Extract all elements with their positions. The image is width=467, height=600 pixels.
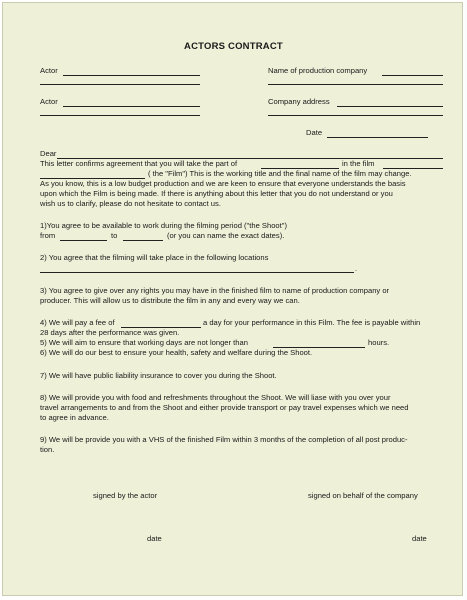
clause-4a1: 4) We will pay a fee of [40, 318, 115, 327]
letter-line-2: ( the "Film") This is the working title and the final name of the film may change. [148, 169, 412, 178]
actor-line-1[interactable] [63, 75, 200, 76]
clause-9b: tion. [40, 445, 55, 454]
company-address-label: Company address [268, 97, 330, 106]
clause-8c: to agree in advance. [40, 413, 109, 422]
actor-label-2: Actor [40, 97, 58, 106]
actor-line-2b[interactable] [40, 115, 200, 116]
company-address-line[interactable] [337, 106, 443, 107]
salutation: Dear [40, 149, 57, 158]
actor-label-1: Actor [40, 66, 58, 75]
clause-1-note: (or you can name the exact dates). [167, 231, 285, 240]
letter-line-1a: This letter confirms agreement that you will take the part of [40, 159, 238, 168]
date-label: Date [306, 128, 323, 137]
clause-4b: 28 days after the performance was given. [40, 328, 180, 337]
clause-8a: 8) We will provide you with food and refreshments throughout the Shoot. We will liase with you over your [40, 393, 391, 402]
clause-9a: 9) We will be provide you with a VHS of the finished Film within 3 months of the completion of all post produc- [40, 435, 408, 444]
letter-line-1b: in the film [342, 159, 375, 168]
company-date-label: date [412, 534, 427, 543]
letter-line-3: As you know, this is a low budget production and we are keen to ensure that everyone understands the basis [40, 179, 406, 188]
signed-by-actor-label: signed by the actor [93, 491, 158, 500]
clause-3b: producer. This will allow us to distribute the film in any and every way we can. [40, 296, 300, 305]
contract-page [2, 2, 463, 596]
clause-5a: 5) We will aim to ensure that working days are not longer than [40, 338, 248, 347]
actor-line-2[interactable] [63, 106, 200, 107]
clause-6: 6) We will do our best to ensure your health, safety and welfare during the Shoot. [40, 348, 313, 357]
letter-line-5: wish us to clarify, please do not hesitate to contact us. [40, 199, 221, 208]
clause-2-end: . [355, 264, 358, 273]
actor-date-label: date [147, 534, 162, 543]
actor-line-1b[interactable] [40, 84, 200, 85]
clause-2: 2) You agree that the filming will take place in the following locations [40, 253, 269, 262]
clause-1a: 1)You agree to be available to work during the filming period ("the Shoot") [40, 221, 287, 230]
company-address-line-b[interactable] [268, 115, 443, 116]
signed-by-company-label: signed on behalf of the company [308, 491, 418, 500]
date-line[interactable] [327, 137, 428, 138]
letter-line-4: upon which the Film is being made. If there is anything about this letter that you do not understand or you [40, 189, 393, 198]
document-title: ACTORS CONTRACT [184, 41, 283, 52]
locations-line[interactable] [40, 272, 354, 273]
production-company-line-b[interactable] [268, 84, 443, 85]
production-company-label: Name of production company [268, 66, 368, 75]
production-company-line[interactable] [382, 75, 443, 76]
clause-8b: travel arrangements to and from the Shoot and either provide transport or pay travel expenses which we need [40, 403, 409, 412]
clause-1-to: to [111, 231, 118, 240]
clause-1-from: from [40, 231, 56, 240]
clause-5b: hours. [368, 338, 390, 347]
clause-4a2: a day for your performance in this Film. The fee is payable within [203, 318, 421, 327]
clause-3a: 3) You agree to give over any rights you may have in the finished film to name of production company or [40, 286, 390, 295]
from-date-line[interactable] [60, 240, 107, 241]
to-date-line[interactable] [123, 240, 163, 241]
clause-7: 7) We will have public liability insurance to cover you during the Shoot. [40, 371, 277, 380]
